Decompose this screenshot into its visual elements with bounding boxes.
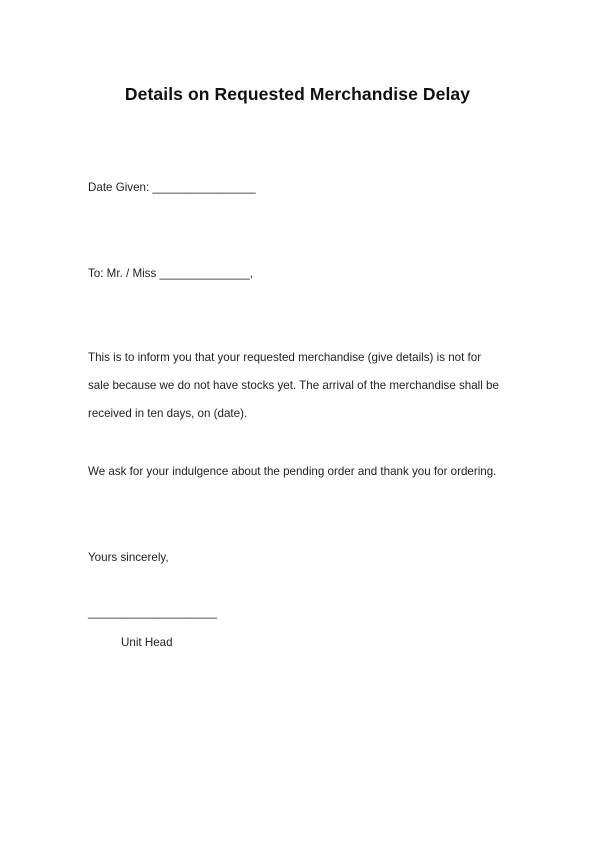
body-line-2: sale because we do not have stocks yet. The arrival of the merchandise shall be [88, 379, 499, 392]
signature-line: ____________________ [88, 606, 217, 619]
signatory-title: Unit Head [121, 636, 173, 649]
body-line-3: received in ten days, on (date). [88, 407, 248, 420]
body-paragraph-2: We ask for your indulgence about the pending order and thank you for ordering. [88, 465, 497, 478]
closing-salutation: Yours sincerely, [88, 551, 169, 564]
document-title: Details on Requested Merchandise Delay [124, 84, 471, 104]
date-given-line: Date Given: ________________ [88, 181, 256, 194]
recipient-line: To: Mr. / Miss ______________, [88, 267, 253, 280]
body-line-1: This is to inform you that your requested merchandise (give details) is not for [88, 351, 482, 364]
